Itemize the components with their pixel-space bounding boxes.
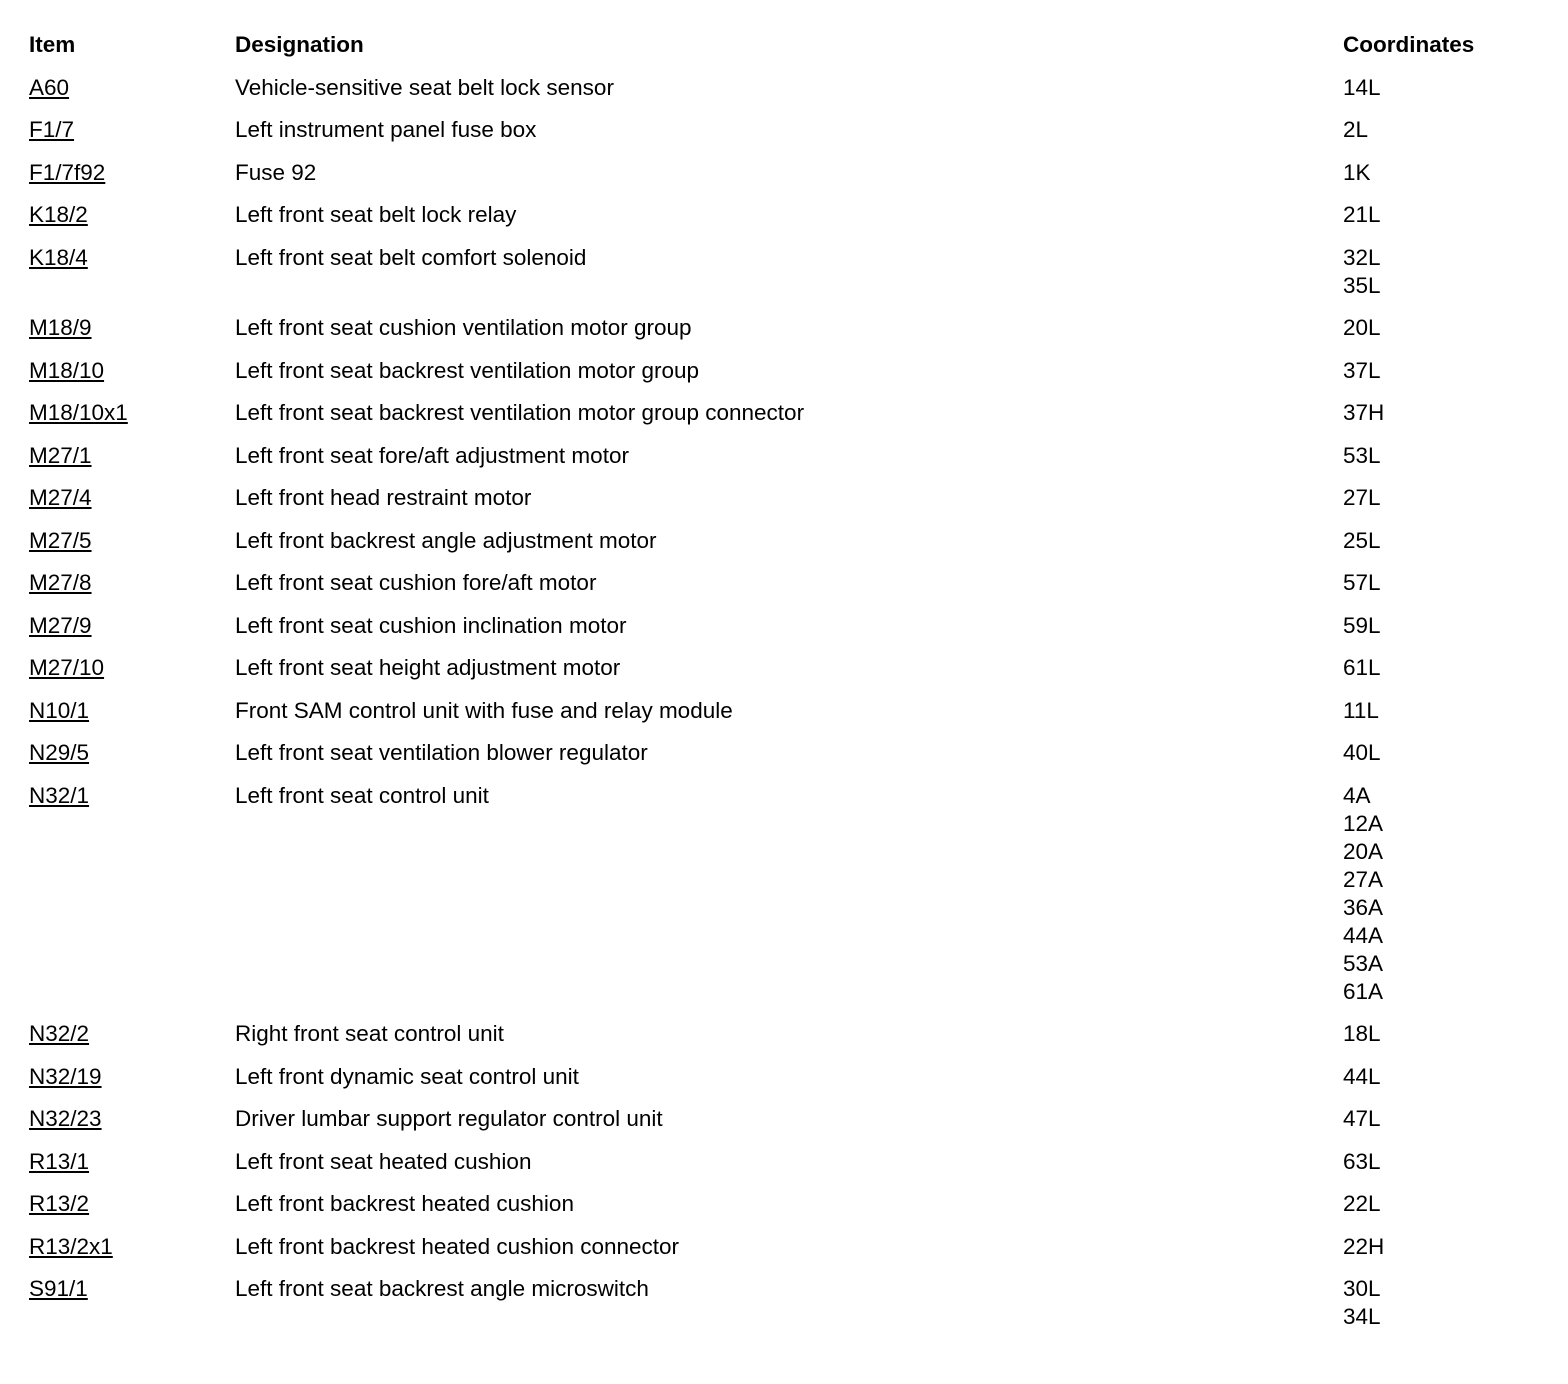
item-cell: [29, 1233, 235, 1261]
table-row: [29, 654, 1549, 682]
item-cell: [29, 74, 235, 102]
coordinate-value: 22L: [1343, 1191, 1381, 1216]
coordinate-value: 61L: [1343, 655, 1381, 680]
coordinate-value: 4A: [1343, 782, 1371, 808]
coordinates-cell: [1343, 739, 1549, 767]
table-row: [29, 399, 1549, 427]
item-link[interactable]: N32/19: [29, 1063, 102, 1089]
item-link[interactable]: F1/7: [29, 117, 75, 142]
coordinates-cell: [1343, 1105, 1549, 1133]
item-cell: [29, 442, 235, 470]
coordinate-value: 44A: [1343, 922, 1384, 948]
item-link[interactable]: K18/4: [29, 244, 88, 270]
designation-cell: Left front seat backrest ventilation motor group: [235, 357, 699, 383]
item-link[interactable]: A60: [29, 74, 70, 100]
coordinate-value: 2L: [1343, 117, 1369, 142]
item-cell: [29, 314, 235, 342]
coordinates-cell: [1343, 116, 1549, 144]
coordinate-value: 37L: [1343, 357, 1381, 383]
coordinates-cell: [1343, 442, 1549, 470]
item-link[interactable]: S91/1: [29, 1276, 88, 1301]
item-cell: [29, 244, 235, 272]
coordinate-value: 11L: [1343, 697, 1379, 723]
table-row: [29, 116, 1549, 144]
table-row: [29, 1148, 1549, 1176]
designation-cell: Left front seat backrest angle microswitch: [235, 1276, 649, 1301]
table-row: [29, 612, 1549, 640]
designation-cell: Left front seat cushion inclination motor: [235, 612, 627, 638]
coordinates-cell: [1343, 1275, 1549, 1331]
item-link[interactable]: N32/1: [29, 782, 90, 808]
coordinate-value: 32L: [1343, 244, 1381, 270]
coordinate-value: 20A: [1343, 838, 1384, 864]
item-link[interactable]: M27/8: [29, 570, 92, 595]
component-legend-table: [29, 31, 1549, 1346]
item-cell: [29, 782, 235, 810]
coordinate-value: 14L: [1343, 74, 1381, 100]
coordinate-value: 25L: [1343, 527, 1381, 553]
item-link[interactable]: R13/2: [29, 1191, 90, 1216]
coordinate-value: 34L: [1343, 1304, 1381, 1329]
item-link[interactable]: R13/1: [29, 1148, 90, 1174]
coordinates-cell: [1343, 159, 1549, 187]
table-row: [29, 314, 1549, 342]
coordinates-cell: [1343, 314, 1549, 342]
designation-cell: Driver lumbar support regulator control unit: [235, 1106, 663, 1131]
item-cell: [29, 1148, 235, 1176]
item-link[interactable]: K18/2: [29, 202, 88, 227]
coordinate-value: 44L: [1343, 1063, 1381, 1089]
item-link[interactable]: N32/23: [29, 1106, 102, 1131]
item-cell: [29, 527, 235, 555]
header-designation: Designation: [235, 32, 364, 57]
coordinates-cell: [1343, 612, 1549, 640]
coordinates-cell: [1343, 244, 1549, 300]
item-cell: [29, 484, 235, 512]
table-header: [29, 31, 1549, 59]
coordinates-cell: [1343, 654, 1549, 682]
coordinates-cell: [1343, 782, 1549, 1006]
designation-cell: Left front seat backrest ventilation motor group connector: [235, 400, 805, 425]
designation-cell: Left front seat heated cushion: [235, 1148, 532, 1174]
coordinate-value: 61A: [1343, 978, 1384, 1004]
coordinate-value: 35L: [1343, 272, 1381, 298]
designation-cell: Left front seat ventilation blower regulator: [235, 740, 648, 765]
item-cell: [29, 357, 235, 385]
designation-cell: Left front backrest heated cushion connector: [235, 1233, 680, 1259]
item-link[interactable]: N10/1: [29, 697, 90, 723]
table-row: [29, 484, 1549, 512]
header-coordinates: Coordinates: [1343, 32, 1475, 57]
table-row: [29, 201, 1549, 229]
item-link[interactable]: M18/9: [29, 315, 92, 340]
designation-cell: Left front backrest angle adjustment motor: [235, 527, 657, 553]
item-link[interactable]: M27/5: [29, 527, 92, 553]
table-row: [29, 442, 1549, 470]
item-link[interactable]: F1/7f92: [29, 159, 106, 185]
item-cell: [29, 697, 235, 725]
designation-cell: Left instrument panel fuse box: [235, 117, 537, 142]
coordinate-value: 59L: [1343, 612, 1381, 638]
coordinate-value: 21L: [1343, 202, 1381, 227]
designation-cell: Left front seat cushion ventilation motor group: [235, 315, 692, 340]
designation-cell: Vehicle-sensitive seat belt lock sensor: [235, 74, 614, 100]
item-cell: [29, 116, 235, 144]
coordinate-value: 18L: [1343, 1021, 1381, 1046]
table-row: [29, 782, 1549, 1006]
coordinates-cell: [1343, 399, 1549, 427]
designation-cell: Left front head restraint motor: [235, 485, 532, 510]
table-row: [29, 1233, 1549, 1261]
table-row: [29, 74, 1549, 102]
item-link[interactable]: M18/10x1: [29, 400, 128, 425]
table-row: [29, 527, 1549, 555]
coordinates-cell: [1343, 527, 1549, 555]
coordinates-cell: [1343, 569, 1549, 597]
table-row: [29, 159, 1549, 187]
item-cell: [29, 1190, 235, 1218]
item-link[interactable]: M27/4: [29, 485, 92, 510]
designation-cell: Right front seat control unit: [235, 1021, 504, 1046]
designation-cell: Left front seat height adjustment motor: [235, 655, 621, 680]
coordinate-value: 1K: [1343, 159, 1371, 185]
coordinate-value: 30L: [1343, 1276, 1381, 1301]
coordinates-cell: [1343, 357, 1549, 385]
designation-cell: Left front seat cushion fore/aft motor: [235, 570, 597, 595]
item-link[interactable]: N32/2: [29, 1021, 90, 1046]
coordinate-value: 22H: [1343, 1233, 1385, 1259]
coordinates-cell: [1343, 201, 1549, 229]
table-row: [29, 244, 1549, 300]
item-link[interactable]: M27/9: [29, 612, 92, 638]
designation-cell: Front SAM control unit with fuse and relay module: [235, 697, 733, 723]
coordinates-cell: [1343, 74, 1549, 102]
table-row: [29, 357, 1549, 385]
item-cell: [29, 201, 235, 229]
coordinate-value: 57L: [1343, 570, 1381, 595]
designation-cell: Left front backrest heated cushion: [235, 1191, 574, 1216]
coordinates-cell: [1343, 1233, 1549, 1261]
item-cell: [29, 739, 235, 767]
item-cell: [29, 1020, 235, 1048]
table-row: [29, 697, 1549, 725]
coordinate-value: 53L: [1343, 442, 1381, 468]
designation-cell: Left front seat fore/aft adjustment motor: [235, 442, 629, 468]
coordinate-value: 53A: [1343, 950, 1384, 976]
table-row: [29, 1275, 1549, 1331]
item-link[interactable]: M27/10: [29, 655, 105, 680]
item-cell: [29, 654, 235, 682]
coordinates-cell: [1343, 1148, 1549, 1176]
coordinate-value: 40L: [1343, 740, 1381, 765]
coordinates-cell: [1343, 697, 1549, 725]
item-link[interactable]: M18/10: [29, 357, 105, 383]
coordinates-cell: [1343, 1063, 1549, 1091]
coordinates-cell: [1343, 484, 1549, 512]
table-body: [29, 74, 1549, 1332]
table-row: [29, 1020, 1549, 1048]
coordinate-value: 20L: [1343, 315, 1381, 340]
coordinate-value: 63L: [1343, 1148, 1381, 1174]
designation-cell: Fuse 92: [235, 159, 317, 185]
coordinate-value: 27A: [1343, 866, 1384, 892]
coordinate-value: 27L: [1343, 485, 1381, 510]
table-row: [29, 1105, 1549, 1133]
coordinates-cell: [1343, 1190, 1549, 1218]
header-item: Item: [29, 32, 76, 57]
item-link[interactable]: R13/2x1: [29, 1233, 113, 1259]
coordinates-cell: [1343, 1020, 1549, 1048]
coordinate-value: 36A: [1343, 894, 1384, 920]
item-cell: [29, 612, 235, 640]
designation-cell: Left front seat belt comfort solenoid: [235, 244, 587, 270]
table-row: [29, 569, 1549, 597]
table-row: [29, 739, 1549, 767]
item-link[interactable]: N29/5: [29, 740, 90, 765]
coordinate-value: 47L: [1343, 1106, 1381, 1131]
designation-cell: Left front seat control unit: [235, 782, 489, 808]
coordinate-value: 37H: [1343, 400, 1385, 425]
designation-cell: Left front dynamic seat control unit: [235, 1063, 579, 1089]
item-link[interactable]: M27/1: [29, 442, 92, 468]
item-cell: [29, 399, 235, 427]
item-cell: [29, 159, 235, 187]
coordinate-value: 12A: [1343, 810, 1384, 836]
item-cell: [29, 1105, 235, 1133]
item-cell: [29, 1275, 235, 1303]
table-row: [29, 1190, 1549, 1218]
table-row: [29, 1063, 1549, 1091]
item-cell: [29, 1063, 235, 1091]
item-cell: [29, 569, 235, 597]
designation-cell: Left front seat belt lock relay: [235, 202, 517, 227]
